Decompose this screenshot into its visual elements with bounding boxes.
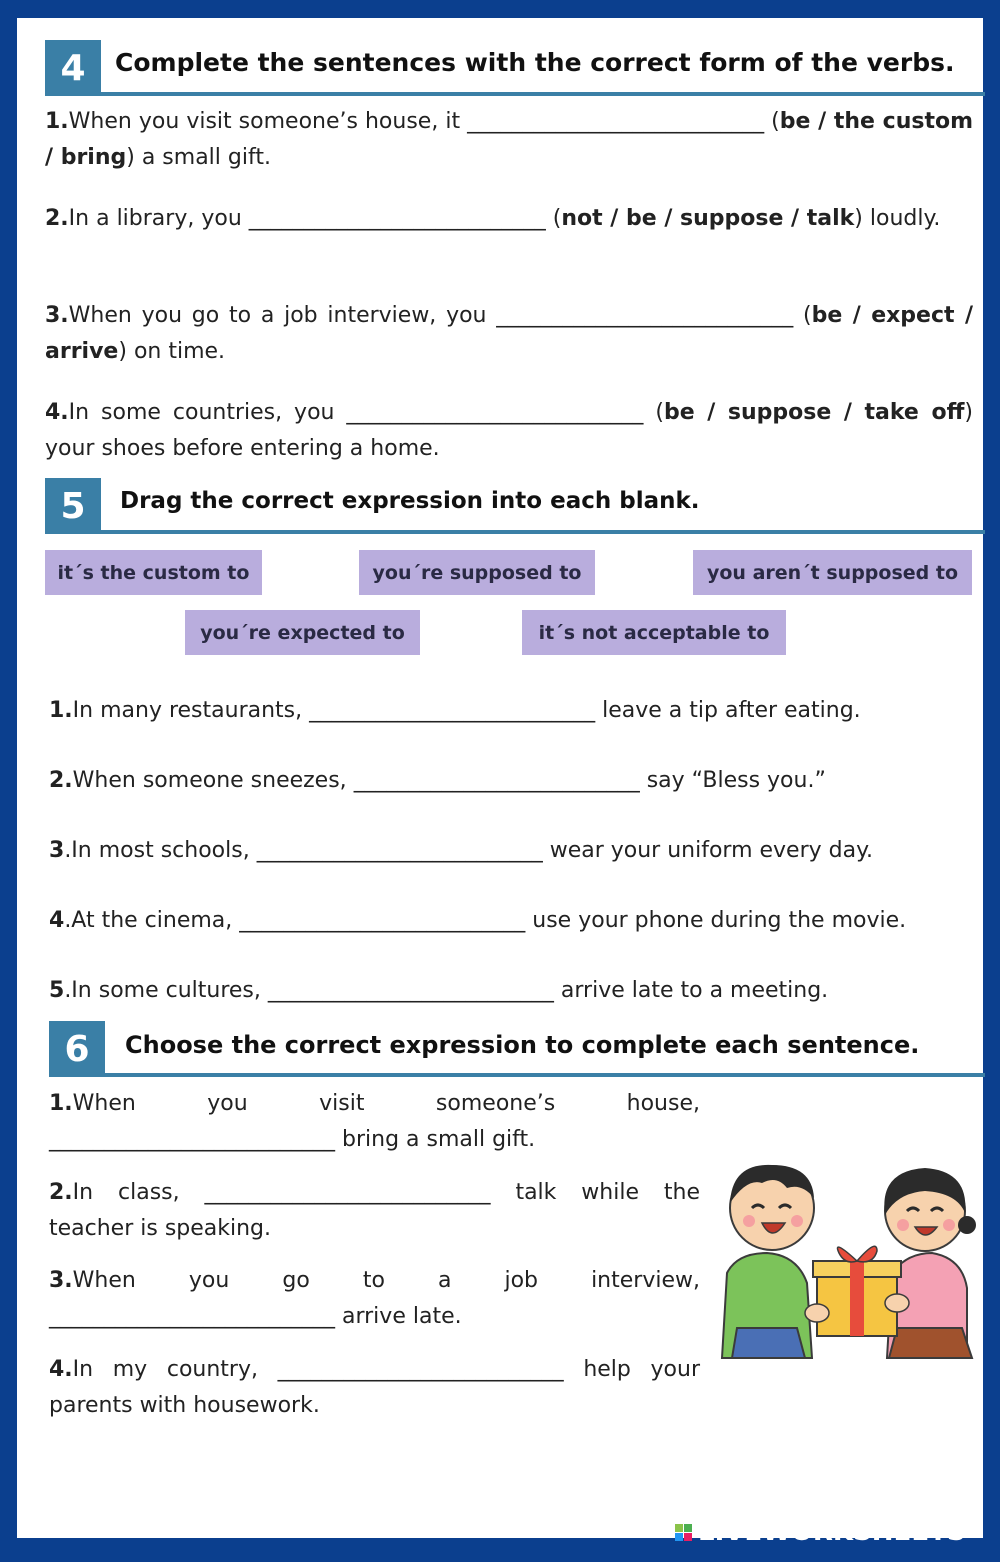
s6-blank-1[interactable]: __________________________ [49, 1127, 335, 1152]
s6-blank-4[interactable]: __________________________ [277, 1357, 564, 1382]
s6-item-4: 4.In my country, __________________________ help your parents with housework. [49, 1357, 700, 1418]
section-5-title: Drag the correct expression into each blank. [120, 488, 700, 514]
s6-item-1: 1.When you visit someone’s house, __________________________ bring a small gift. [49, 1091, 700, 1152]
chip-its-not-acceptable-to[interactable]: it´s not acceptable to [522, 610, 786, 655]
chip-its-the-custom-to[interactable]: it´s the custom to [45, 550, 262, 595]
s5-item-1: 1.In many restaurants, __________________________ leave a tip after eating. [49, 698, 861, 723]
s5-item-2: 2.When someone sneezes, __________________________ say “Bless you.” [49, 768, 826, 793]
chip-youre-expected-to[interactable]: you´re expected to [185, 610, 420, 655]
section-6-title: Choose the correct expression to complete each sentence. [125, 1031, 920, 1059]
s5-item-4: 4.At the cinema, __________________________ use your phone during the movie. [49, 908, 907, 933]
s4-item-4: 4.In some countries, you ___________________________ (be / suppose / take off) your shoes before entering a home. [45, 400, 973, 461]
s4-item-3: 3.When you go to a job interview, you ___________________________ (be / expect / arrive) on time. [45, 303, 973, 364]
s5-blank-1[interactable]: __________________________ [309, 698, 596, 723]
section-4-header [45, 40, 985, 96]
section-6-number: 6 [49, 1021, 105, 1077]
section-4-underline [101, 92, 985, 96]
logo-text: LIVEWORKSHEETS [698, 1517, 966, 1547]
chip-youre-supposed-to[interactable]: you´re supposed to [359, 550, 595, 595]
s6-item-2: 2.In class, __________________________ talk while the teacher is speaking. [49, 1180, 701, 1241]
s4-blank-4[interactable]: ___________________________ [346, 400, 644, 425]
s4-blank-1[interactable]: ___________________________ [467, 109, 765, 134]
s4-blank-2[interactable]: ___________________________ [248, 206, 546, 231]
s6-blank-2[interactable]: __________________________ [204, 1180, 491, 1205]
s5-blank-2[interactable]: __________________________ [353, 768, 640, 793]
kids-gift-illustration [717, 1153, 977, 1365]
s5-blank-3[interactable]: __________________________ [256, 838, 543, 863]
section-6-header [49, 1021, 985, 1077]
s6-blank-3[interactable]: __________________________ [49, 1304, 335, 1329]
s5-blank-4[interactable]: __________________________ [239, 908, 526, 933]
s5-blank-5[interactable]: __________________________ [267, 978, 554, 1003]
section-6-underline [105, 1073, 985, 1077]
logo-mark-icon [675, 1524, 692, 1541]
s6-item-3: 3.When you go to a job interview, __________________________ arrive late. [49, 1268, 700, 1329]
s5-item-3: 3.In most schools, __________________________ wear your uniform every day. [49, 838, 873, 863]
section-5-number: 5 [45, 478, 101, 534]
s4-item-2: 2.In a library, you ___________________________ (not / be / suppose / talk) loudly. [45, 206, 941, 231]
chip-you-arent-supposed-to[interactable]: you aren´t supposed to [693, 550, 972, 595]
s4-item-1: 1.When you visit someone’s house, it ___________________________ (be / the custom / bring) a small gift. [45, 109, 974, 170]
section-4-number: 4 [45, 40, 101, 96]
section-5-header [45, 478, 985, 534]
worksheet-page [17, 18, 983, 1538]
section-5-underline [101, 530, 985, 534]
liveworksheets-logo [675, 1517, 966, 1547]
s5-item-5: 5.In some cultures, __________________________ arrive late to a meeting. [49, 978, 829, 1003]
section-4-title: Complete the sentences with the correct form of the verbs. [115, 48, 955, 77]
s4-blank-3[interactable]: ___________________________ [496, 303, 794, 328]
